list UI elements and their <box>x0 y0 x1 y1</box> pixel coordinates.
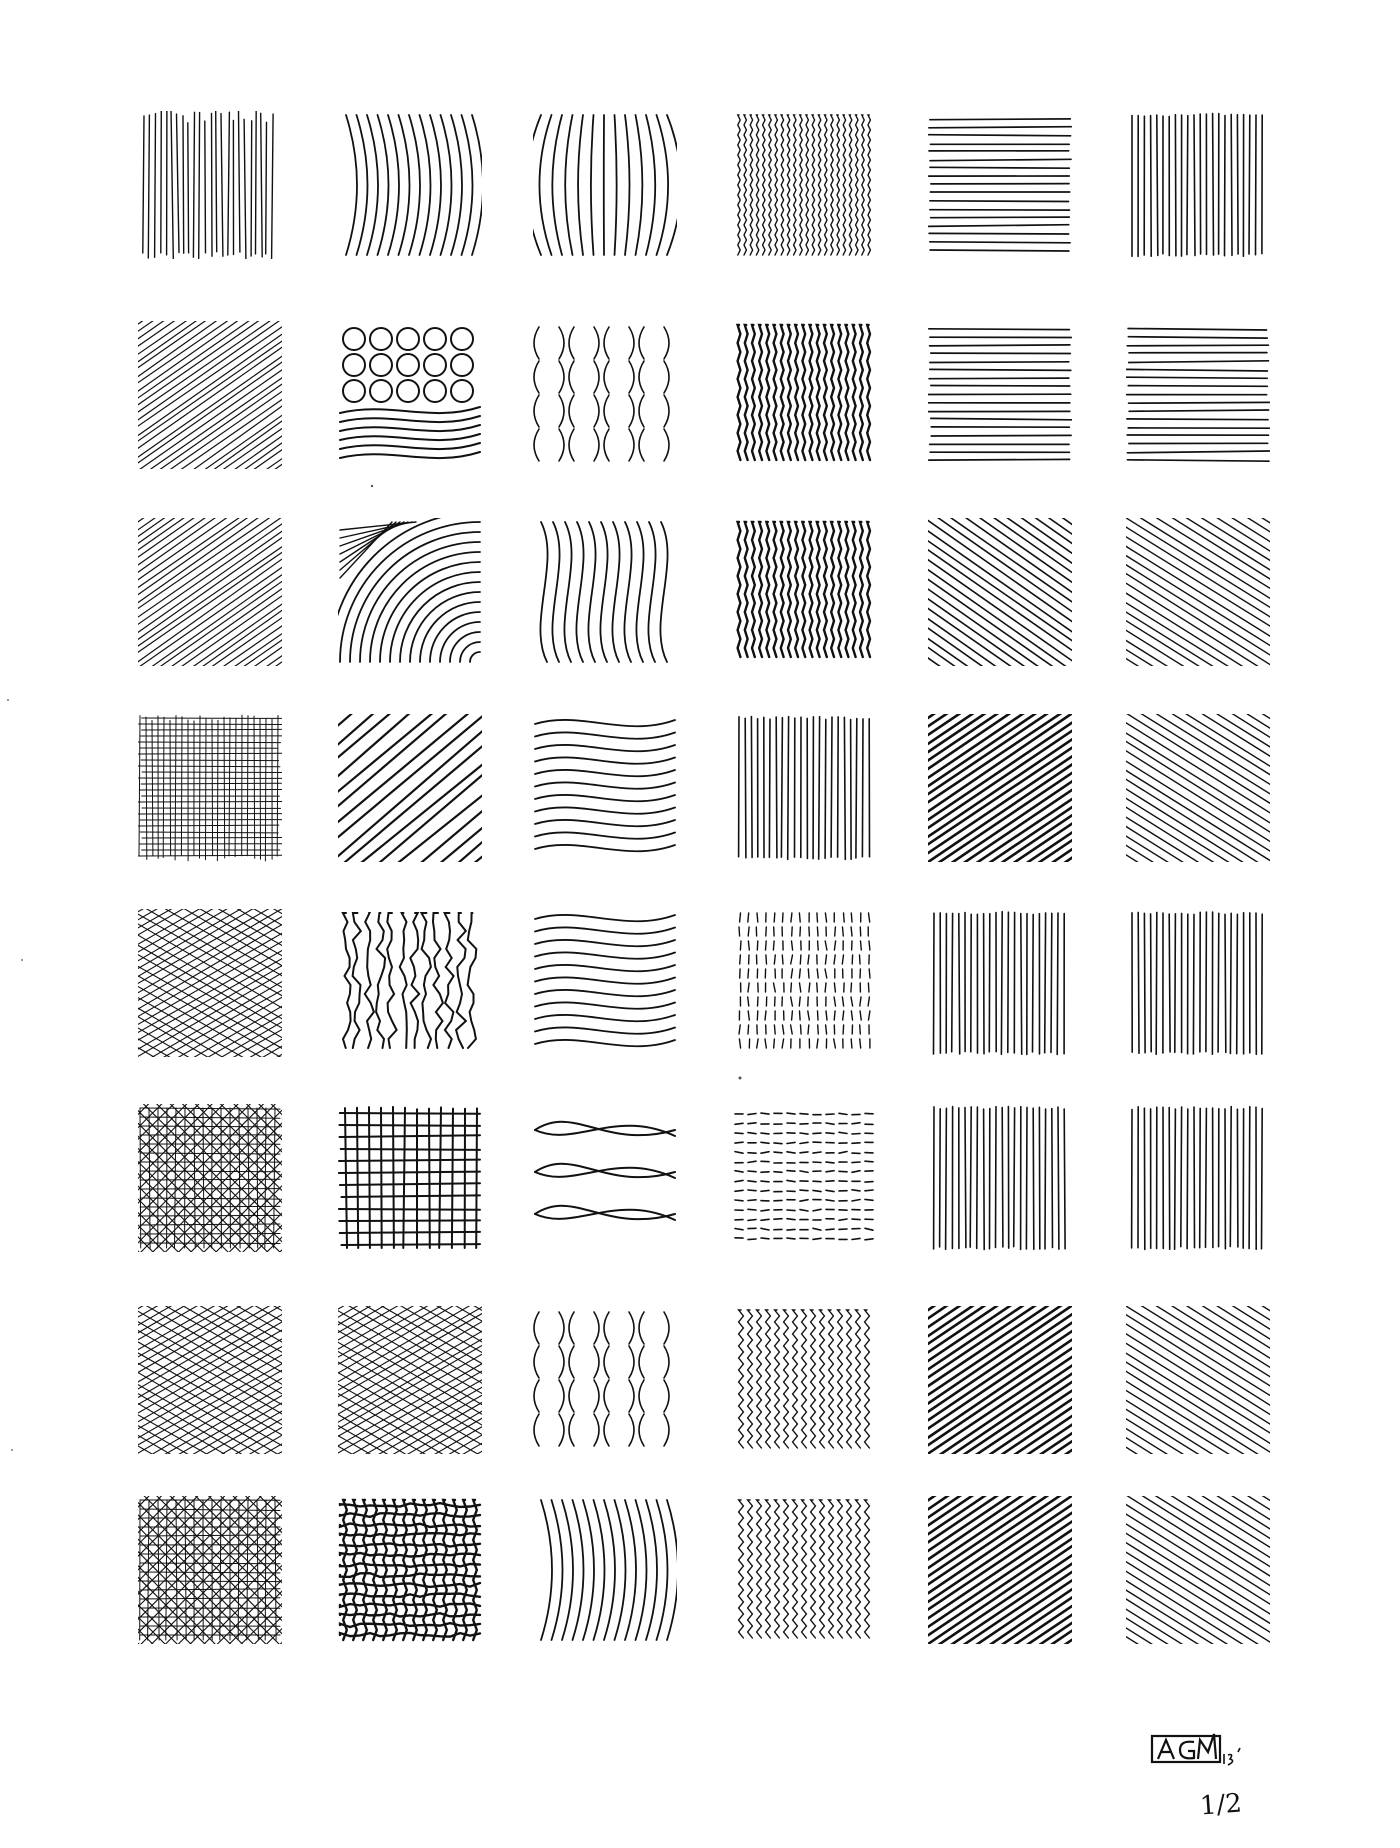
swatch-squiggle-maze-r5c2 <box>343 913 476 1048</box>
swatch-crosshatch-grid-r4c1 <box>137 715 283 861</box>
swatch-diagonal-taper-r3c5 <box>855 446 1146 736</box>
swatch-diagonal-heavy-r4c5 <box>855 643 1146 934</box>
swatch-horizontal-waves-r4c3 <box>535 720 675 851</box>
swatch-arc-columns-r7c3 <box>534 1312 669 1446</box>
swatch-horizontal-lines-r2c6 <box>1127 329 1270 462</box>
swatch-vertical-broken-r5c4 <box>739 913 870 1048</box>
artist-signature <box>1150 1722 1270 1772</box>
swatch-wobbly-grid-r8c2 <box>340 1500 480 1640</box>
swatch-concentric-arcs-r3c2 <box>330 512 480 662</box>
swatch-vertical-lines-r1c6 <box>1132 114 1262 257</box>
swatch-vertical-s-curves-r3c3 <box>540 522 667 662</box>
swatch-grid <box>61 107 1343 1717</box>
swatch-crosshatch-dense-r8c1 <box>62 1421 359 1718</box>
swatch-horizontal-lines-r1c5 <box>929 119 1072 251</box>
swatch-grid-r6c2 <box>339 1107 480 1248</box>
swatch-vertical-lines-r5c6 <box>1132 912 1262 1054</box>
swatch-arc-columns-r2c3 <box>534 327 669 461</box>
swatch-horizontal-dashes-r6c4 <box>735 1113 873 1240</box>
swatch-vertical-heavy-wavy-r2c4 <box>738 325 870 460</box>
swatch-diagonal-heavy-r8c5 <box>855 1424 1146 1716</box>
swatch-vertical-zigzag-r7c4 <box>739 1310 870 1448</box>
swatch-diagonal-lines-r8c6 <box>1054 1425 1342 1713</box>
swatch-horizontal-lines-r2c5 <box>929 329 1072 460</box>
swatch-diagonal-hatch-r3c1 <box>64 446 357 739</box>
swatch-crosshatch-diagonal-r7c2 <box>267 1237 554 1524</box>
page-number: 1/2 <box>1199 1788 1243 1822</box>
swatch-crosshatch-dense-r6c1 <box>61 1029 359 1325</box>
swatch-vertical-bowed-r1c2 <box>346 115 483 255</box>
swatch-vertical-sketchy-r1c1 <box>143 107 273 259</box>
swatch-vertical-lines-r6c5 <box>934 1107 1066 1250</box>
swatch-maze-diagonal-r4c2 <box>260 641 556 929</box>
swatch-crosshatch-diagonal-r5c1 <box>68 839 354 1126</box>
swatch-diagonal-lines-r3c6 <box>1054 448 1343 736</box>
swatch-vertical-heavy-wavy-r3c4 <box>738 522 870 657</box>
swatch-vertical-bowed-r8c3 <box>541 1500 678 1640</box>
swatch-diagonal-lines-r7c6 <box>1054 1235 1342 1522</box>
swatch-vertical-wavy-dense-r1c4 <box>738 115 871 255</box>
swatch-diagonal-hatch-r2c1 <box>63 249 356 541</box>
swatch-vertical-lines-r6c6 <box>1132 1107 1263 1250</box>
swatch-horizontal-waves-r5c3 <box>535 915 675 1046</box>
swatch-vertical-lines-r5c5 <box>934 912 1065 1055</box>
swatch-vertical-zigzag-r8c4 <box>739 1500 870 1638</box>
swatch-circles-and-waves-r2c2 <box>340 328 480 458</box>
swatch-diagonal-heavy-r7c5 <box>854 1234 1146 1526</box>
swatch-crosshatch-diagonal-r7c1 <box>67 1236 354 1524</box>
swatch-lens-shapes-r6c3 <box>535 1122 675 1220</box>
swatch-vertical-lines-r4c4 <box>739 717 870 860</box>
swatch-diagonal-lines-r4c6 <box>1054 643 1343 931</box>
swatch-vertical-barrel-r1c3 <box>527 115 681 255</box>
